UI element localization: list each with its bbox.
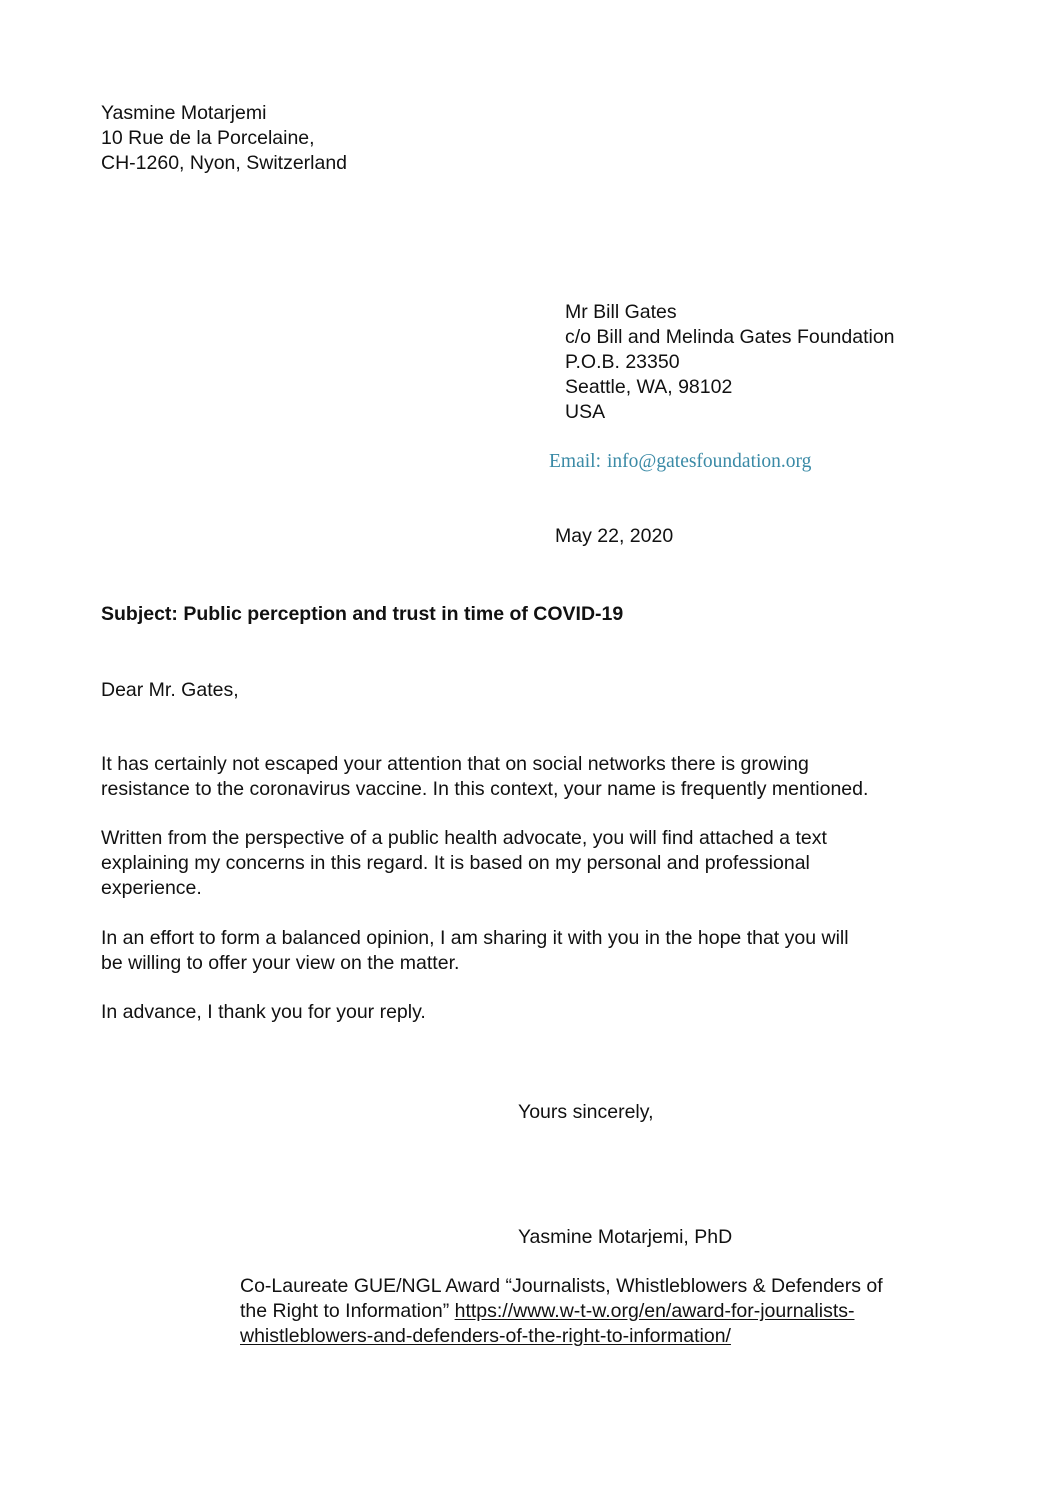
- signature: [518, 1225, 732, 1250]
- closing-text: Yours sincerely,: [518, 1101, 654, 1123]
- paragraph-line: It has certainly not escaped your attention that on social networks there is growing: [101, 753, 809, 775]
- salutation-text: Dear Mr. Gates,: [101, 679, 239, 701]
- date-text: May 22, 2020: [555, 525, 674, 547]
- letter-date: [555, 524, 673, 549]
- recipient-city: Seattle, WA, 98102: [565, 376, 733, 398]
- credential-line-3: [240, 1324, 883, 1349]
- email-label: Email:: [549, 451, 601, 472]
- credential-award-name: the Right to Information”: [240, 1300, 450, 1322]
- sender-address-block: [101, 101, 347, 176]
- award-link-continued[interactable]: whistleblowers-and-defenders-of-the-right-to-information/: [240, 1325, 731, 1347]
- award-link[interactable]: https://www.w-t-w.org/en/award-for-journalists-: [454, 1300, 855, 1322]
- sender-street: 10 Rue de la Porcelaine,: [101, 127, 315, 149]
- credential-line-1: Co-Laureate GUE/NGL Award “Journalists, Whistleblowers & Defenders of: [240, 1275, 883, 1297]
- recipient-email: [549, 449, 811, 474]
- paragraph-4: [101, 1000, 971, 1025]
- email-address-link[interactable]: info@gatesfoundation.org: [607, 451, 812, 472]
- recipient-name: Mr Bill Gates: [565, 301, 677, 323]
- recipient-org: c/o Bill and Melinda Gates Foundation: [565, 326, 895, 348]
- signature-text: Yasmine Motarjemi, PhD: [518, 1226, 733, 1248]
- paragraph-line: be willing to offer your view on the matter.: [101, 952, 460, 974]
- paragraph-1: [101, 752, 971, 802]
- paragraph-line: resistance to the coronavirus vaccine. In this context, your name is frequently mentioned.: [101, 778, 869, 800]
- paragraph-line: experience.: [101, 877, 202, 899]
- recipient-address-block: [565, 300, 895, 425]
- recipient-pob: P.O.B. 23350: [565, 351, 680, 373]
- recipient-country: USA: [565, 401, 606, 423]
- credential-line-2: [240, 1299, 883, 1324]
- paragraph-3: [101, 926, 971, 976]
- credential-block: [240, 1274, 883, 1349]
- salutation: [101, 678, 239, 703]
- paragraph-2: [101, 826, 971, 901]
- paragraph-line: explaining my concerns in this regard. It is based on my personal and professional: [101, 852, 810, 874]
- letter-subject: [101, 602, 623, 627]
- paragraph-line: In advance, I thank you for your reply.: [101, 1001, 426, 1023]
- closing: [518, 1100, 653, 1125]
- paragraph-line: Written from the perspective of a public health advocate, you will find attached a text: [101, 827, 827, 849]
- sender-name: Yasmine Motarjemi: [101, 102, 267, 124]
- subject-text: Subject: Public perception and trust in time of COVID-19: [101, 603, 624, 625]
- sender-city: CH-1260, Nyon, Switzerland: [101, 152, 348, 174]
- paragraph-line: In an effort to form a balanced opinion, I am sharing it with you in the hope that you will: [101, 927, 849, 949]
